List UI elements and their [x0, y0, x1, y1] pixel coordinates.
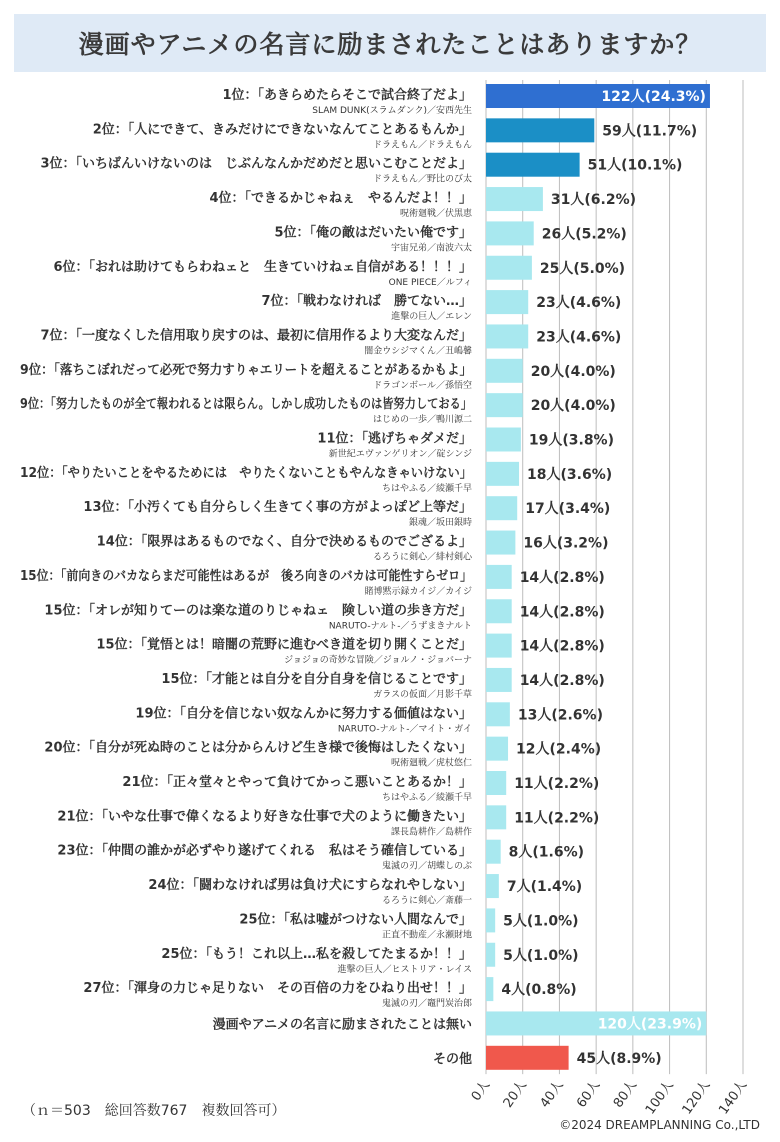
category-label: 25位：「もう！これ以上…私を殺してたまるか！！」 — [161, 946, 472, 962]
value-label: 17人(3.4%) — [525, 501, 611, 518]
category-label: 27位：「渾身の力じゃ足りない その百倍の力をひねり出せ！！」 — [83, 981, 472, 997]
category-label: 14位：「限界はあるものでなく、自分で決めるものでござるよ」 — [96, 534, 472, 550]
bar — [486, 1046, 569, 1070]
value-label: 18人(3.6%) — [527, 466, 613, 483]
source-label: ジョジョの奇妙な冒険／ジョルノ・ジョバーナ — [284, 655, 472, 666]
category-label: 6位：「おれは助けてもらわねェと 生きていけねェ自信がある！！！」 — [53, 259, 472, 275]
source-label: 銀魂／坂田銀時 — [408, 518, 472, 529]
category-label: 15位：「才能とは自分を自分自身を信じることです」 — [161, 671, 472, 687]
category-label: 21位：「いやな仕事で偉くなるより好きな仕事で犬のように働きたい」 — [57, 809, 472, 825]
source-label: 課長島耕作／島耕作 — [390, 827, 472, 838]
bar — [486, 118, 594, 142]
category-label: 9位：「落ちこぼれだって必死で努力すりゃエリートを超えることがあるかもよ」 — [20, 362, 491, 378]
category-label: 15位：「オレが知りてーのは楽な道のりじゃねェ 険しい道の歩き方だ」 — [44, 603, 472, 619]
value-label: 23人(4.6%) — [536, 329, 622, 346]
value-label: 4人(0.8%) — [501, 982, 577, 999]
source-label: 正直不動産／永瀬財地 — [381, 930, 472, 941]
category-label: 5位：「俺の敵はだいたい俺です」 — [274, 225, 472, 241]
category-label: 11位：「逃げちゃダメだ」 — [317, 431, 472, 447]
bar — [486, 153, 580, 177]
category-label: 23位：「仲間の誰かが必ずやり遂げてくれる 私はそう確信している」 — [57, 843, 472, 859]
source-label: 鬼滅の刃／胡蝶しのぶ — [381, 861, 472, 872]
category-label: 2位：「人にできて、きみだけにできないなんてことあるもんか」 — [92, 122, 472, 138]
source-label: ちはやふる／綾瀬千早 — [381, 483, 472, 494]
value-label: 16人(3.2%) — [523, 535, 609, 552]
source-label: 進撃の巨人／ヒストリア・レイス — [337, 964, 472, 975]
value-label: 12人(2.4%) — [516, 741, 602, 758]
source-label: るろうに剣心／斎藤一 — [381, 896, 472, 907]
value-label: 11人(2.2%) — [514, 776, 600, 792]
value-label: 20人(4.0%) — [530, 363, 616, 380]
bar — [486, 668, 512, 692]
category-label: 24位：「闘わなければ男は負け犬にすらなれやしない」 — [148, 878, 472, 894]
bar — [486, 359, 523, 383]
bar — [486, 771, 506, 795]
x-tick-label: 120人 — [679, 1077, 714, 1118]
bar — [486, 428, 521, 452]
bar — [486, 496, 517, 520]
bar — [486, 977, 493, 1001]
bar — [486, 324, 528, 348]
category-label: 3位：「いちばんいけないのは じぶんなんかだめだと思いこむことだよ」 — [40, 156, 472, 172]
source-label: SLAM DUNK(スラムダンク)／安西先生 — [312, 106, 472, 116]
source-label: 呪術廻戦／虎杖悠仁 — [390, 758, 472, 769]
value-label: 19人(3.8%) — [528, 432, 614, 449]
bar — [486, 943, 495, 967]
source-label: ドラえもん／野比のび太 — [372, 174, 472, 185]
bar — [486, 874, 499, 898]
bar — [486, 531, 515, 555]
x-tick-label: 140人 — [716, 1077, 751, 1118]
bar — [486, 599, 512, 623]
bar — [486, 462, 519, 486]
category-label: その他 — [432, 1051, 472, 1067]
value-label: 14人(2.8%) — [519, 569, 605, 586]
category-label: 12位：「やりたいことをやるためには やりたくないこともやんなきゃいけない」 — [20, 465, 500, 481]
source-label: 宇宙兄弟／南波六太 — [390, 243, 472, 254]
bar — [486, 565, 512, 589]
value-label: 31人(6.2%) — [550, 192, 637, 209]
category-label: 13位：「小汚くても自分らしく生きてく事の方がよっぽど上等だ」 — [83, 500, 472, 516]
bar — [486, 634, 512, 658]
value-label: 45人(8.9%) — [576, 1050, 662, 1067]
source-label: はじめの一歩／鴨川源二 — [372, 415, 472, 426]
category-label: 9位：「努力したものが全て報われるとは限らん。しかし成功したものは皆努力しておる」 — [20, 397, 544, 413]
bar — [486, 256, 532, 280]
value-label: 25人(5.0%) — [539, 260, 626, 277]
value-label: 20人(4.0%) — [530, 398, 616, 415]
bar — [486, 187, 543, 211]
x-tick-label: 20人 — [500, 1077, 530, 1111]
source-label: るろうに剣心／緋村剣心 — [372, 552, 472, 563]
category-label: 25位：「私は嘘がつけない人間なんで」 — [239, 912, 472, 928]
chart-title: 漫画やアニメの名言に励まされたことはありますか？ — [78, 30, 702, 59]
source-label: 呪術廻戦／伏黒恵 — [399, 209, 472, 220]
value-label: 11人(2.2%) — [514, 810, 600, 827]
source-label: ちはやふる／綾瀬千早 — [381, 793, 472, 803]
source-label: NARUTO-ナルト-／マイト・ガイ — [337, 724, 472, 735]
x-tick-label: 80人 — [610, 1077, 641, 1111]
bar — [486, 908, 495, 932]
value-label: 14人(2.8%) — [519, 672, 605, 689]
value-label: 51人(10.1%) — [587, 157, 683, 174]
category-label: 4位：「できるかじゃねぇ やるんだよ！！」 — [209, 191, 472, 207]
value-label: 122人(24.3%) — [601, 89, 706, 105]
category-label: 19位：「自分を信じない奴なんかに努力する価値はない」 — [135, 706, 472, 722]
x-tick-label: 100人 — [642, 1077, 677, 1118]
category-label: 7位：「戦わなければ 勝てない…」 — [261, 294, 472, 310]
source-label: 新世紀エヴァンゲリオン／碇シンジ — [328, 449, 472, 460]
x-tick-label: 60人 — [574, 1077, 604, 1111]
category-label: 20位：「自分が死ぬ時のことは分からんけど生き様で後悔はしたくない」 — [44, 740, 472, 756]
source-label: 進撃の巨人／エレン — [391, 312, 472, 323]
source-label: 賭博黙示録カイジ／カイジ — [364, 586, 472, 597]
source-label: ONE PIECE／ルフィ — [388, 277, 472, 288]
category-label: 漫画やアニメの名言に励まされたことは無い — [212, 1017, 472, 1033]
category-label: 21位：「正々堂々とやって負けてかっこ悪いことあるか！」 — [122, 775, 472, 790]
source-label: 闇金ウシジマくん／丑嶋馨 — [364, 346, 472, 357]
sample-note: （ｎ＝503 総回答数767 複数回答可） — [22, 1103, 286, 1119]
value-label: 23人(4.6%) — [536, 295, 622, 312]
value-label: 14人(2.8%) — [519, 604, 605, 621]
source-label: NARUTO-ナルト-／うずまきナルト — [328, 621, 472, 632]
source-label: ガラスの仮面／月影千草 — [373, 689, 472, 700]
source-label: ドラえもん／ドラえもん — [372, 140, 472, 151]
value-label: 8人(1.6%) — [508, 844, 585, 861]
bar — [486, 393, 523, 417]
source-label: 鬼滅の刃／竈門炭治郎 — [381, 999, 472, 1010]
category-label: 7位：「一度なくした信用取り戻すのは、最初に信用作るより大変なんだ」 — [40, 328, 472, 344]
bar — [486, 805, 506, 829]
x-tick-label: 0人 — [468, 1077, 494, 1104]
category-label: 15位：「覚悟とは！暗闇の荒野に進むべき道を切り開くことだ」 — [96, 637, 472, 653]
value-label: 59人(11.7%) — [602, 123, 698, 140]
bar — [486, 221, 534, 245]
source-label: ドラゴンボール／孫悟空 — [373, 380, 472, 391]
value-label: 26人(5.2%) — [541, 226, 627, 243]
x-tick-label: 40人 — [537, 1077, 567, 1111]
value-label: 5人(1.0%) — [503, 947, 579, 964]
value-label: 7人(1.4%) — [506, 879, 583, 896]
value-label: 5人(1.0%) — [503, 913, 579, 930]
value-label: 120人(23.9%) — [597, 1016, 703, 1033]
bar — [486, 840, 501, 864]
bar — [486, 702, 510, 726]
category-label: 15位：「前向きのバカならまだ可能性はあるが 後ろ向きのバカは可能性すらゼロ」 — [20, 568, 513, 584]
bar — [486, 290, 528, 314]
category-label: 1位：「あきらめたらそこで試合終了だよ」 — [222, 88, 472, 103]
bar — [486, 737, 508, 761]
copyright: ©2024 DREAMPLANNING Co.,LTD — [559, 1118, 760, 1132]
value-label: 13人(2.6%) — [517, 707, 603, 724]
value-label: 14人(2.8%) — [519, 638, 605, 655]
